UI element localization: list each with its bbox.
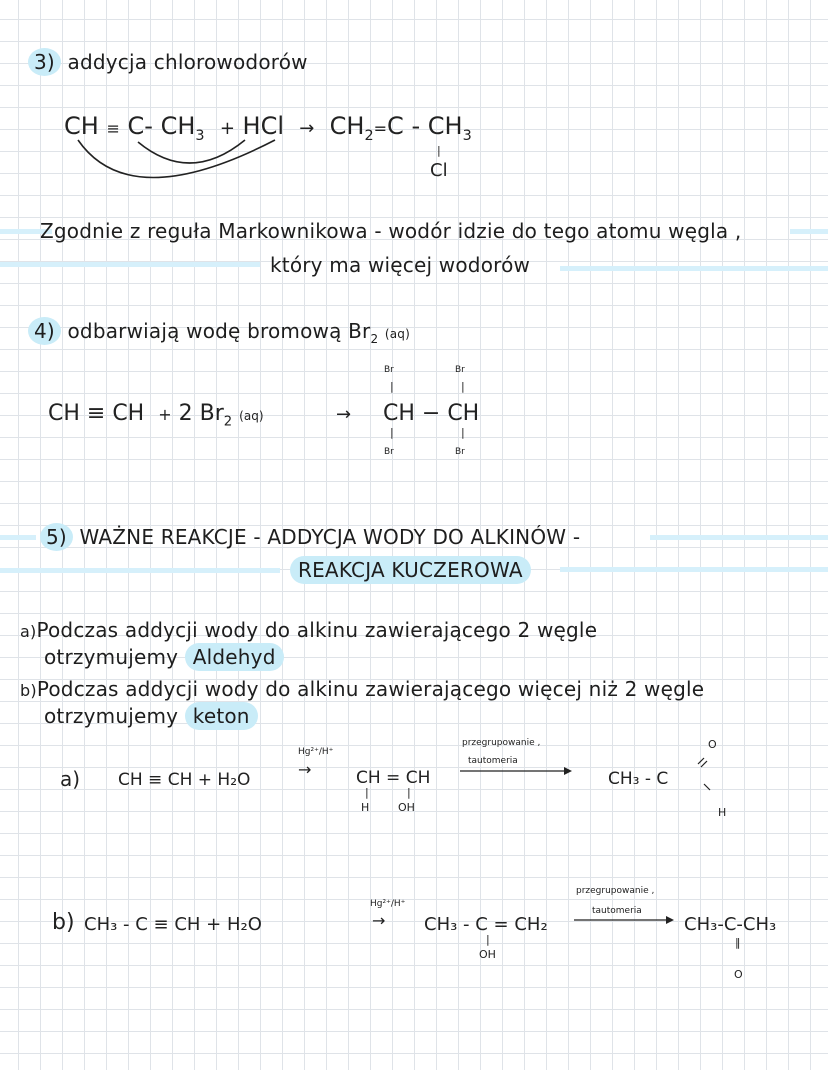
- formula-part: CH: [64, 112, 99, 140]
- point-text: otrzymujemy: [44, 645, 179, 669]
- point-label: a): [20, 622, 37, 641]
- section-3-heading: [28, 48, 308, 76]
- reaction-a-catalyst: Hg²⁺/H⁺: [298, 747, 334, 757]
- reactant: CH ≡ CH: [48, 401, 145, 426]
- reaction-a-arrow: →: [298, 760, 312, 779]
- subscript: 3: [195, 127, 205, 144]
- reaction-b-label: b): [52, 910, 75, 935]
- reaction-b-catalyst: Hg²⁺/H⁺: [370, 899, 406, 909]
- oxygen-label: O: [708, 738, 717, 751]
- enol-intermediate: CH = CH: [356, 768, 431, 788]
- section-5-heading: [40, 523, 580, 551]
- bromine-bottom-right: Br: [455, 447, 465, 457]
- vertical-bond: |: [407, 786, 411, 799]
- section-number: 4): [28, 317, 61, 345]
- subscript: 2: [364, 127, 374, 144]
- markovnikov-rule-line2: który ma więcej wodorów: [270, 253, 531, 277]
- rearrangement-note: przegrupowanie ,: [576, 886, 655, 896]
- section-title: addycja chlorowodorów: [67, 50, 308, 74]
- highlight-ketone: keton: [185, 702, 258, 730]
- hydroxyl-label: OH: [479, 948, 496, 961]
- highlight-band: [560, 266, 828, 271]
- markovnikov-arrows: [60, 127, 320, 200]
- vertical-bond: |: [365, 786, 369, 799]
- vertical-bond: |: [390, 380, 394, 393]
- point-b-line2: [44, 704, 258, 728]
- ketone-product: CH₃-C-CH₃: [684, 914, 777, 935]
- vertical-bond: |: [461, 426, 465, 439]
- highlight-band: [650, 535, 828, 540]
- plus-sign: +: [158, 405, 172, 424]
- highlight-band: [0, 262, 260, 267]
- vertical-bond: |: [486, 933, 490, 946]
- vertical-bond: |: [390, 426, 394, 439]
- triple-bond: ≡: [106, 119, 120, 138]
- hydroxyl-label: OH: [398, 801, 415, 814]
- section-title-line2: REAKCJA KUCZEROWA: [290, 556, 531, 584]
- vertical-bond: |: [461, 380, 465, 393]
- reaction-a-label: a): [60, 767, 81, 791]
- reagent: 2 Br: [178, 401, 224, 426]
- subscript: 2: [223, 414, 233, 430]
- point-label: b): [20, 681, 37, 700]
- tautomerism-note: tautomeria: [468, 756, 518, 766]
- hydrogen-label: H: [718, 806, 727, 819]
- double-bond: =: [373, 119, 388, 138]
- bromine-bottom-left: Br: [384, 447, 394, 457]
- formula-part: CH: [160, 112, 196, 140]
- carbonyl-bonds: [680, 748, 720, 798]
- subscript: 2: [370, 332, 379, 346]
- reaction-arrow: →: [336, 404, 352, 425]
- subscript: 3: [462, 127, 472, 144]
- point-a-line2: [44, 645, 284, 669]
- highlight-aldehyde: Aldehyd: [185, 643, 284, 671]
- highlight-band: [0, 535, 36, 540]
- formula-part: CH: [427, 112, 463, 140]
- reagent: HCl: [242, 112, 285, 140]
- bromine-top-left: Br: [384, 365, 394, 375]
- bromine-top-right: Br: [455, 365, 465, 375]
- rearrangement-note: przegrupowanie ,: [462, 738, 541, 748]
- reaction-a-reactants: CH ≡ CH + H₂O: [118, 770, 251, 790]
- oxygen-label: O: [734, 968, 743, 981]
- vertical-bond: |: [437, 144, 441, 157]
- formula-part: CH: [329, 112, 365, 140]
- section-title: odbarwiają wodę bromową Br: [67, 319, 371, 343]
- arc-arrow: [78, 140, 275, 178]
- section-title-line1: WAŻNE REAKCJE - ADDYCJA WODY DO ALKINÓW -: [79, 525, 581, 549]
- point-text: otrzymujemy: [44, 704, 179, 728]
- highlight-band: [790, 229, 828, 234]
- arc-arrow: [138, 140, 245, 163]
- carbonyl-double-bond: ||: [735, 936, 739, 949]
- enol-intermediate: CH₃ - C = CH₂: [424, 914, 548, 935]
- plus-sign: +: [219, 118, 235, 139]
- tautomerism-note: tautomeria: [592, 906, 642, 916]
- section-4-heading: [28, 317, 410, 346]
- reaction-b-reactants: CH₃ - C ≡ CH + H₂O: [84, 914, 262, 935]
- reaction-b-arrow: →: [372, 911, 386, 930]
- dibromo-product: CH − CH: [383, 401, 480, 426]
- formula-part: C: [387, 112, 404, 140]
- highlight-band: [0, 568, 280, 573]
- reaction-4-reactants: [48, 401, 264, 429]
- point-text: Podczas addycji wody do alkinu zawierającego więcej niż 2 węgle: [36, 677, 705, 701]
- aq-label: (aq): [384, 327, 410, 341]
- formula-part: C: [127, 112, 145, 140]
- chlorine-substituent: Cl: [430, 160, 448, 181]
- point-text: Podczas addycji wody do alkinu zawierającego 2 węgle: [36, 618, 598, 642]
- reaction-a-long-arrow: [458, 765, 578, 777]
- highlight-band: [560, 567, 828, 572]
- point-a-line1: [20, 618, 597, 642]
- markovnikov-rule-line1: Zgodnie z reguła Markownikowa - wodór idzie do tego atomu węgla ,: [40, 219, 742, 243]
- aldehyde-product: CH₃ - C: [608, 769, 669, 789]
- point-b-line1: [20, 677, 704, 701]
- section-number: 3): [28, 48, 61, 76]
- bond: -: [411, 112, 421, 140]
- bond: -: [144, 112, 153, 140]
- aq-label: (aq): [239, 409, 264, 423]
- hydrogen-label: H: [361, 801, 370, 814]
- reaction-arrow: →: [299, 118, 315, 139]
- reaction-b-long-arrow: [572, 914, 682, 926]
- section-number: 5): [40, 523, 73, 551]
